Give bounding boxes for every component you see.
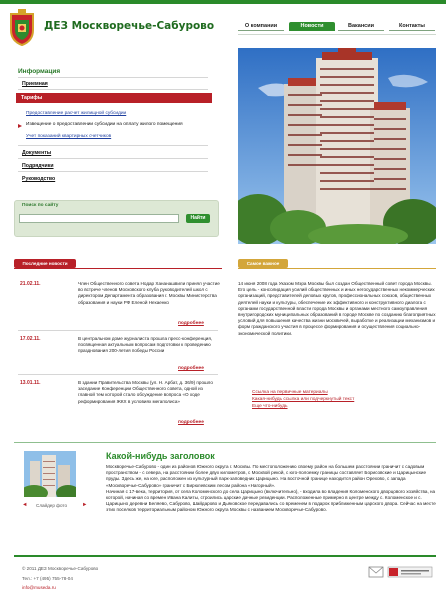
news-more-link[interactable]: подробнее — [178, 420, 204, 425]
slider-prev-icon[interactable]: ◄ — [22, 502, 28, 508]
nav-about[interactable]: О компании — [238, 22, 284, 31]
important-link[interactable]: Ссылка на первичные материалы — [252, 390, 328, 395]
footer-divider — [14, 555, 436, 557]
news-text: В центральном доме журналиста прошла пресс-конференция, посвященная актуальным вопросам подготовки к проведению празднования 200-летия победы России — [78, 336, 213, 354]
sidebar-title: Информация — [18, 68, 61, 75]
news-date: 17.02.11. — [20, 336, 41, 342]
sidebar-item-management[interactable]: Руководство — [22, 176, 56, 182]
article-paragraph: Москворечье-Сабурово - один из районов Южного округа г. Москвы. По местоположению своему район на большем расстоянии граничит с садовым пространством - с севера, на расстоянии более двух километров, с Москвой рекой, с юго-полоемку границы составляет Борисовские и Царицынские пруды. Здесь же, на юге, расположен из культурный парк-заповедник Царицыно. На восточной границе находится район Орехово, с запада «Москворечье-Сабурово» граничит с Бирюлевским лесом района «Нагорный». — [106, 464, 427, 488]
article-heading: Какой-нибудь заголовок — [106, 451, 215, 461]
nav-contacts[interactable]: Контакты — [389, 22, 435, 31]
slider-photo[interactable] — [24, 451, 76, 497]
sidebar-subitem-meters[interactable]: Учет показаний квартирных счетчиков — [26, 134, 112, 139]
slider-caption: Слайдер фото — [36, 503, 68, 508]
news-more-link[interactable]: подробнее — [178, 366, 204, 371]
sidebar-divider — [18, 89, 208, 90]
sidebar-item-contractors[interactable]: Подрядчики — [22, 163, 54, 169]
search-input[interactable] — [19, 214, 179, 223]
important-link[interactable]: Какая-нибудь ссылка или подчеркнутый текст — [252, 397, 355, 402]
news-date: 21.02.11. — [20, 281, 41, 287]
sidebar-item-reception[interactable]: Приемная — [22, 81, 48, 87]
arrow-right-icon — [18, 124, 22, 128]
building-photo — [238, 48, 436, 244]
search-button[interactable]: Найти — [186, 214, 210, 223]
news-more-link[interactable]: подробнее — [178, 321, 204, 326]
sidebar-item-tariffs[interactable]: Тарифы — [16, 93, 212, 103]
sidebar-divider — [18, 77, 208, 78]
article-body — [106, 464, 436, 514]
search-label: Поиск по сайту — [22, 203, 59, 208]
sidebar-subitem-subsidy-notice[interactable]: Извещение о предоставлении субсидии на оплату жилого помещения — [26, 122, 183, 127]
tab-underline — [238, 268, 436, 269]
footer-email[interactable]: info@museda.ru — [22, 585, 56, 590]
sidebar-divider — [18, 171, 208, 172]
important-link[interactable]: Еще что-нибудь — [252, 404, 288, 409]
news-date: 13.01.11. — [20, 380, 41, 386]
article-paragraph: Начиная с 17-века, территория, от села Коломенского до села Царицыно (включительно), - входила во владения Коломенского дворцового хозяйства, на которой, начиная со времен Ивана Калиты, строились царские дачные резиденции. Расположенные примерно в центре между с. Коломенское и с. Царицыно деревни Беляево, Сабурово, Шайдарово и Дьяковское передавались со временем в подарок приближенным царского двора. Сейчас на месте этих поселков территориальным районом Южного округа Москвы с названием Москворечье-Сабурово. — [106, 488, 436, 513]
sidebar-divider — [18, 145, 208, 146]
top-bar — [0, 0, 446, 4]
slider-next-icon[interactable]: ► — [82, 502, 88, 508]
sidebar-divider — [18, 158, 208, 159]
tab-underline — [14, 268, 222, 269]
news-divider — [18, 330, 218, 331]
nav-news[interactable]: Новости — [289, 22, 335, 31]
site-title[interactable]: ДЕЗ Москворечье-Сабурово — [44, 20, 215, 32]
mail-icon[interactable] — [369, 567, 383, 577]
footer-phone: Тел.: +7 (495) 755-78-04 — [22, 576, 73, 581]
footer-copyright: © 2011 ДЕЗ Москворечье-Сабурово — [22, 566, 99, 571]
nav-divider — [238, 34, 436, 35]
important-text: 14 июня 2008 года Указом Мэра Москвы был создан Общественный совет города Москвы. Его цель - консолидация усилий общественных и иных негосударственных некоммерческих организаций, представителей деловых кругов, профессиональных союзов, общественных деятелей науки и культуры, обеспечение их эффективного и конструктивного диалога с органами государственной власти города Москвы и органами местного самоуправления внутригородских муниципальных образований в городе Москве по созданию благоприятных условий для повышения качества жизни москвичей, выработке и реализации механизмов и форм гражданского участия в процессе формирования и осуществления социально-экономической политики. — [238, 281, 436, 336]
section-divider — [14, 442, 436, 443]
counter-badge-icon[interactable] — [388, 567, 432, 577]
coat-of-arms-logo[interactable] — [8, 8, 36, 46]
news-divider — [18, 374, 218, 375]
sidebar-item-documents[interactable]: Документы — [22, 150, 52, 156]
nav-vacancies[interactable]: Вакансии — [338, 22, 384, 31]
tab-latest-news[interactable]: Последние новости — [14, 259, 76, 268]
footer-icons — [368, 565, 434, 579]
sidebar-subitem-subsidy-calc[interactable]: Предоставление расчет жилищной субсидии — [26, 111, 127, 116]
tab-important[interactable]: Самое важное — [238, 259, 288, 268]
news-text: Член Общественного совета Нодар Хананашвили принял участие во встрече членов Московского клуба руководителей школ с директором Департамента образования г. Москвы Министерства образования и науки РФ Еленой Нехаенко — [78, 281, 220, 305]
news-text: В здании Правительства Москвы (ул. Н. Арбат, д. 36/9) прошло заседание Конференции Общественного совета, одной из главной тем которой стало обсуждение вопроса «О ходе реформирования ЖКХ в условиях мегаполиса» — [78, 380, 213, 404]
